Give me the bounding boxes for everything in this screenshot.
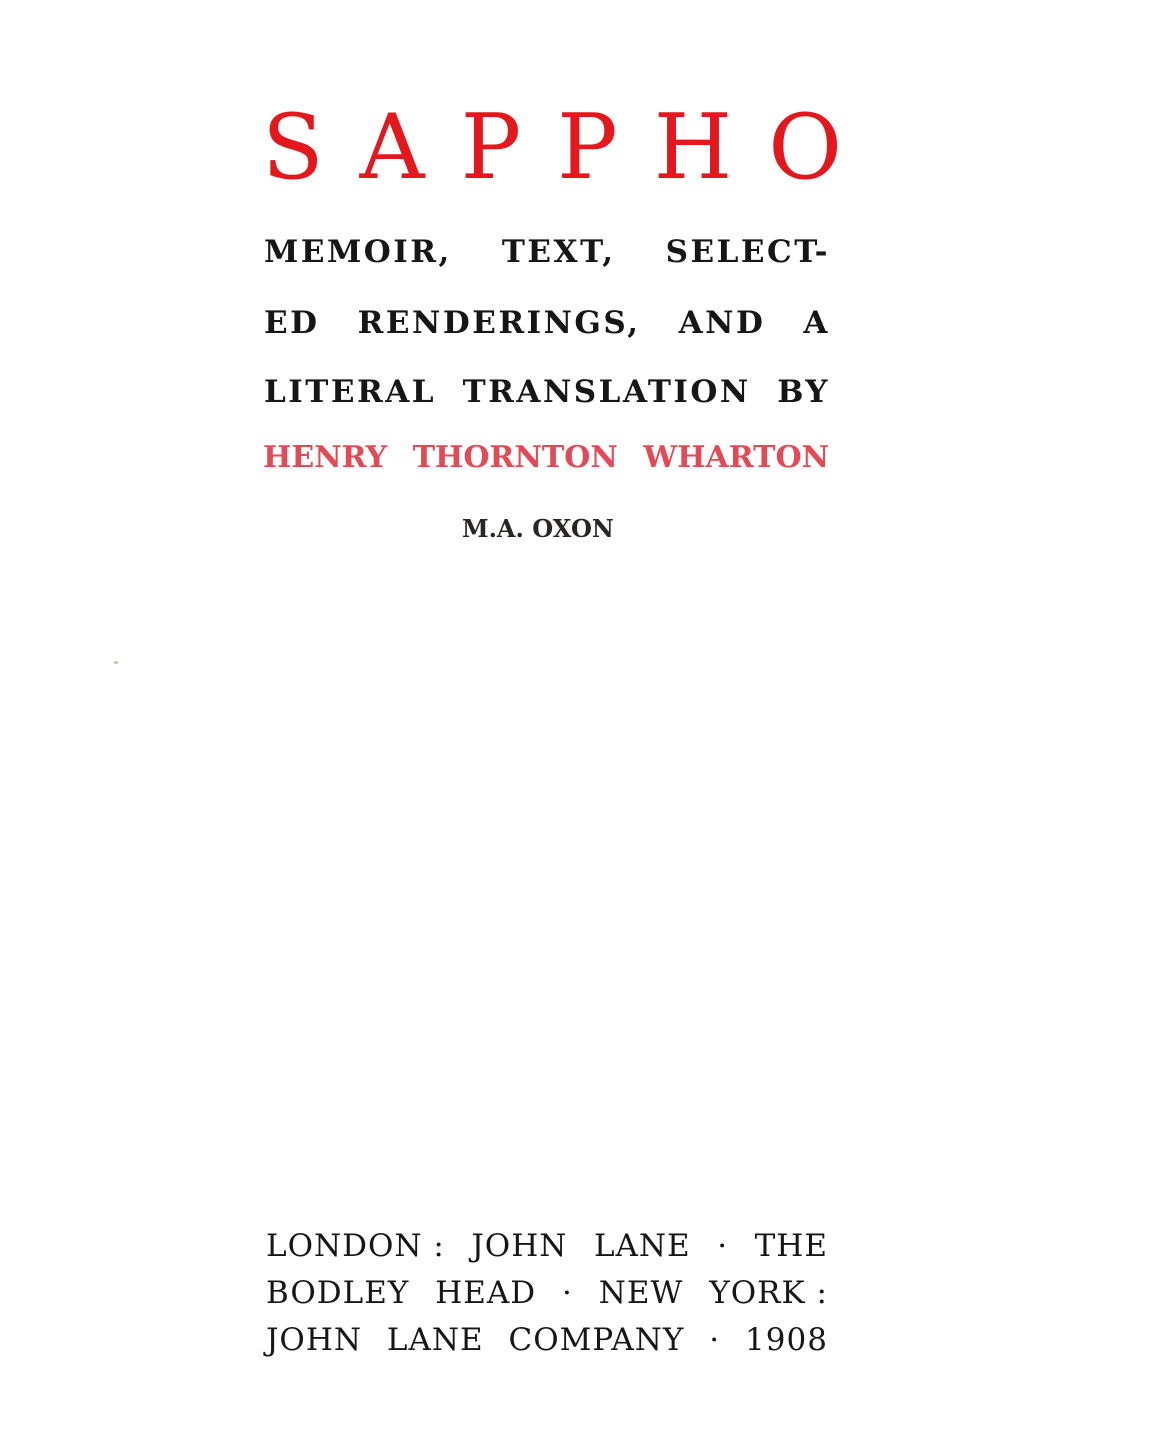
author-degree: M.A. OXON	[462, 514, 614, 543]
paper-speck	[114, 661, 118, 664]
imprint-separator: ·	[709, 1322, 721, 1358]
imprint-word: HEAD	[435, 1275, 537, 1311]
imprint-word: LONDON :	[266, 1228, 445, 1264]
title-letter: S	[262, 95, 324, 200]
book-title	[262, 96, 842, 200]
subtitle-word: TEXT,	[501, 234, 616, 270]
imprint-year: 1908	[745, 1322, 828, 1358]
title-letter: P	[557, 95, 618, 200]
imprint-line-2	[266, 1275, 828, 1317]
title-letter: P	[460, 95, 522, 200]
subtitle-word: A	[803, 305, 830, 341]
imprint-word: LANE	[386, 1322, 484, 1358]
subtitle-line-1	[264, 234, 830, 274]
subtitle-word: BY	[777, 374, 830, 410]
title-letter: O	[768, 95, 842, 200]
imprint-word: BODLEY	[266, 1275, 410, 1311]
imprint-word: COMPANY	[508, 1322, 685, 1358]
imprint-word: JOHN	[266, 1322, 363, 1358]
subtitle-line-3	[264, 374, 830, 414]
title-letter: A	[359, 95, 425, 200]
imprint-word: NEW	[598, 1275, 684, 1311]
author-name: HENRY THORNTON WHARTON	[263, 440, 829, 475]
subtitle-word: SELECT-	[665, 234, 830, 270]
imprint-word: YORK :	[709, 1275, 828, 1311]
imprint-line-3	[266, 1322, 828, 1364]
imprint-word: JOHN	[471, 1228, 568, 1264]
subtitle-word: TRANSLATION	[462, 374, 751, 410]
subtitle-line-2	[264, 305, 830, 345]
subtitle-word: LITERAL	[264, 374, 437, 410]
imprint-word: THE	[754, 1228, 828, 1264]
subtitle-word: ED	[264, 305, 320, 341]
imprint-word: LANE	[593, 1228, 691, 1264]
imprint-line-1	[266, 1228, 828, 1270]
subtitle-word: RENDERINGS,	[357, 305, 641, 341]
book-title-text	[262, 96, 842, 200]
subtitle-word: MEMOIR,	[264, 234, 452, 270]
imprint-separator: ·	[717, 1228, 729, 1264]
title-letter: H	[653, 95, 733, 200]
subtitle-word: AND	[678, 305, 766, 341]
imprint-separator: ·	[562, 1275, 573, 1311]
